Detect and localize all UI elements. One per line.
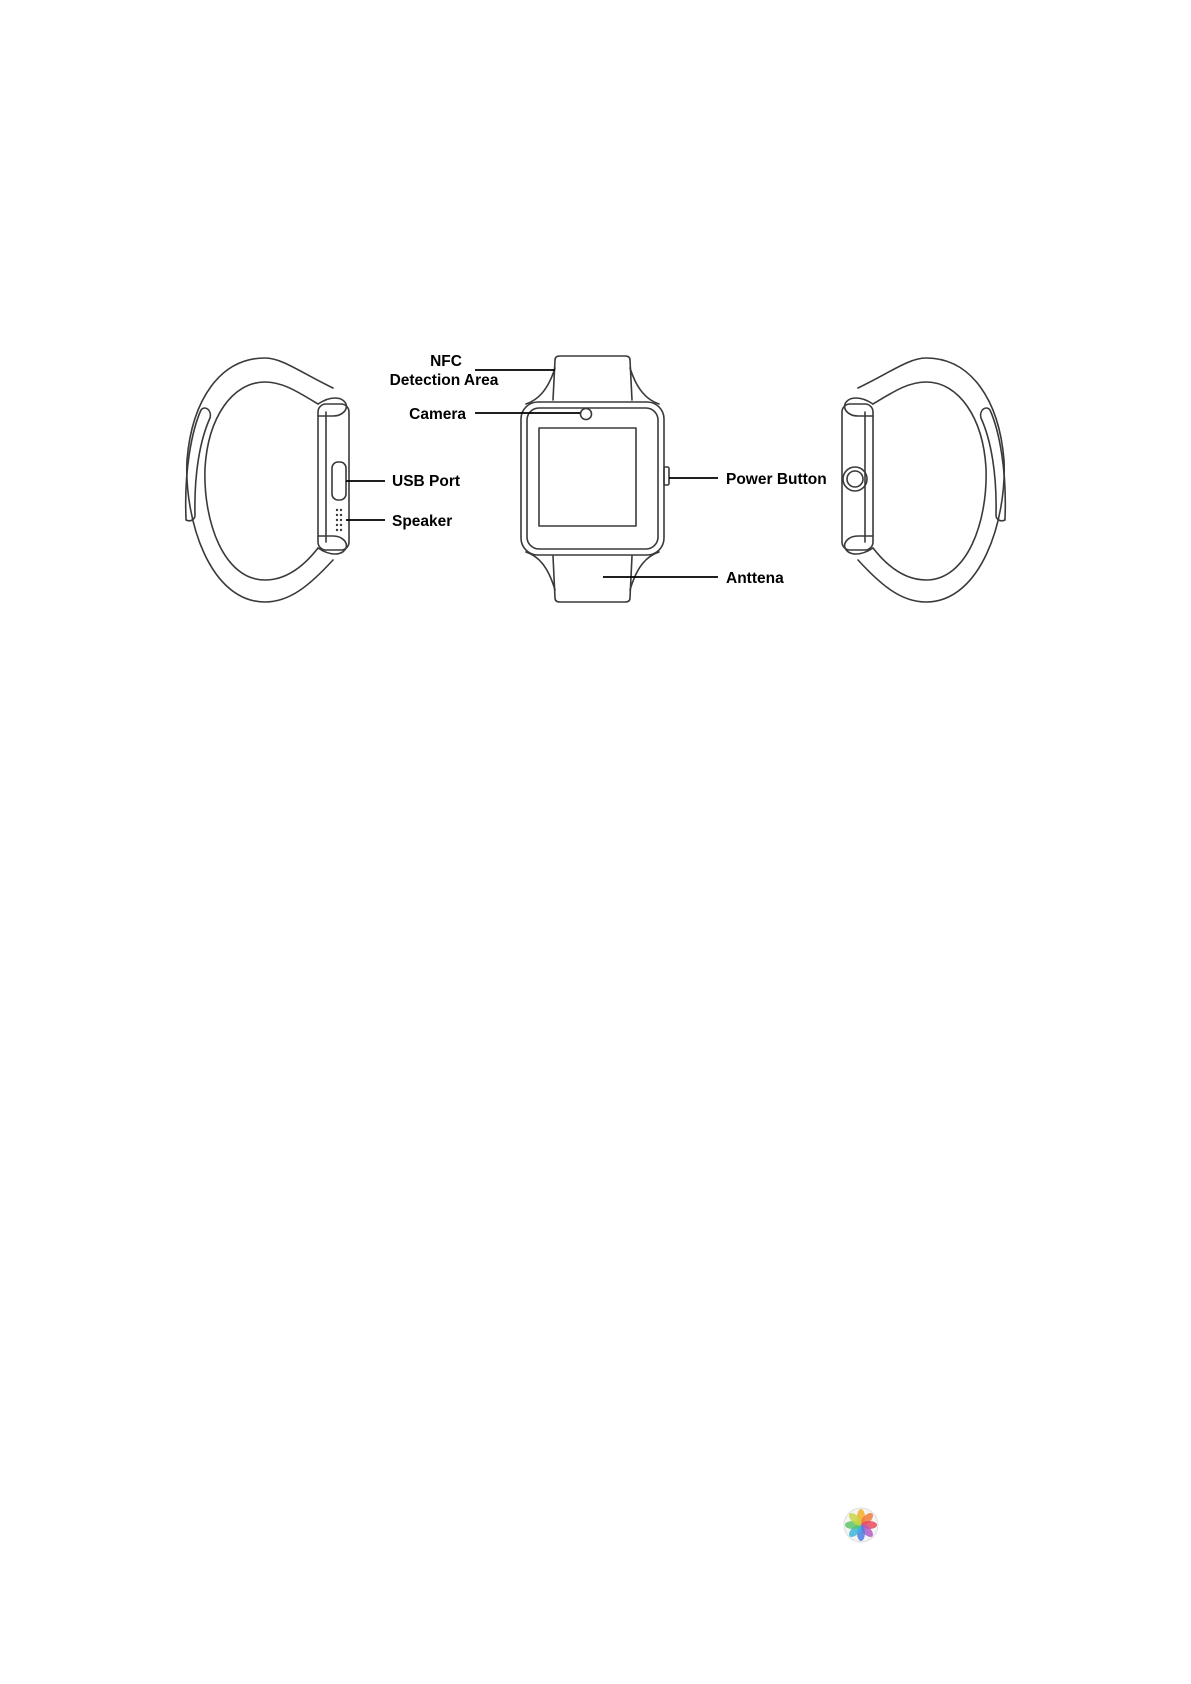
nfc-label-line1: NFC bbox=[430, 353, 462, 370]
left-top-lug bbox=[318, 398, 346, 416]
right-bottom-lug bbox=[845, 536, 873, 554]
power-button-label: Power Button bbox=[726, 471, 827, 488]
left-side-view bbox=[186, 358, 349, 602]
right-band-outer bbox=[858, 358, 1004, 602]
nfc-label-line2: Detection Area bbox=[389, 372, 499, 389]
speaker-label: Speaker bbox=[392, 513, 453, 530]
usb-port-label: USB Port bbox=[392, 473, 461, 490]
front-top-strap bbox=[553, 356, 632, 400]
front-top-strap-flare bbox=[526, 368, 659, 404]
camera-shape bbox=[581, 409, 592, 420]
front-bottom-strap-flare bbox=[526, 552, 659, 590]
usb-port-shape bbox=[332, 462, 346, 500]
right-crown-inner bbox=[847, 471, 863, 487]
front-bottom-strap bbox=[553, 556, 632, 602]
speaker-grille bbox=[336, 509, 342, 531]
front-case-outer bbox=[521, 402, 664, 555]
front-view bbox=[521, 356, 669, 602]
left-band-inner bbox=[205, 382, 318, 580]
power-button-shape bbox=[664, 467, 669, 485]
antenna-label: Anttena bbox=[726, 570, 784, 587]
right-band-inner bbox=[873, 382, 986, 580]
front-display bbox=[539, 428, 636, 526]
left-band-outer bbox=[187, 358, 333, 602]
front-case-inner bbox=[527, 408, 658, 549]
labels bbox=[390, 353, 827, 587]
right-top-lug bbox=[845, 398, 873, 416]
right-side-view bbox=[842, 358, 1005, 602]
photos-flower-icon bbox=[844, 1508, 878, 1542]
left-bottom-lug bbox=[318, 536, 346, 554]
camera-label: Camera bbox=[409, 406, 466, 423]
left-case-side bbox=[318, 404, 349, 550]
